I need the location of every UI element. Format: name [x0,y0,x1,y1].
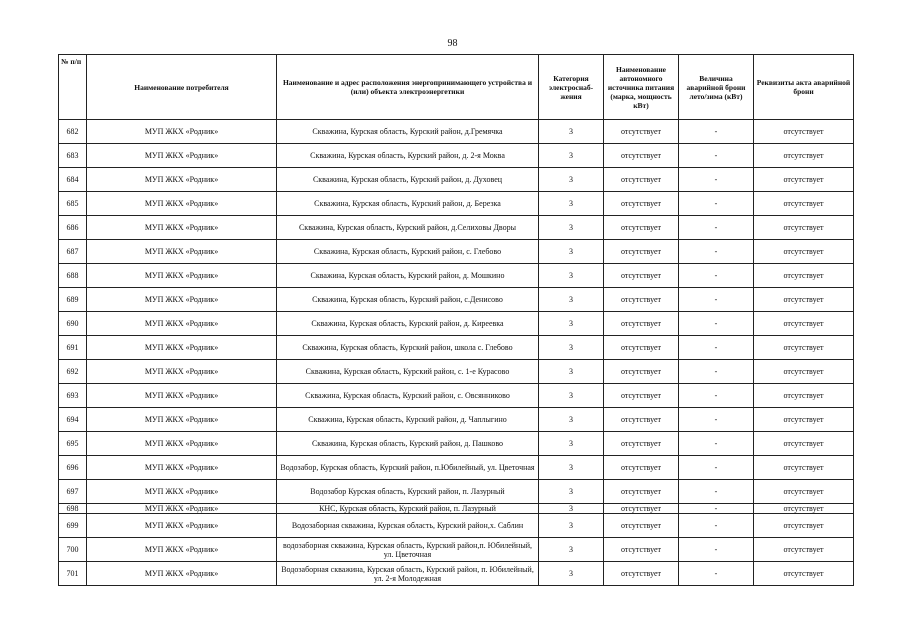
cell-num: 698 [59,504,87,514]
cell-reserve: - [679,168,754,192]
cell-consumer: МУП ЖКХ «Родник» [87,432,277,456]
cell-object: Водозабор, Курская область, Курский район, п.Юбилейный, ул. Цветочная [277,456,539,480]
table-row [59,384,854,408]
cell-object: Водозаборная скважина, Курская область, Курский район,х. Саблин [277,514,539,538]
cell-reserve: - [679,432,754,456]
emergency-reserve-table [58,54,854,586]
header-object: Наименование и адрес расположения энергопринимающего устройства и (или) объекта электроэнергетики [277,55,539,120]
cell-category: 3 [539,336,604,360]
cell-consumer: МУП ЖКХ «Родник» [87,336,277,360]
header-category: Категория электроснаб-жения [539,55,604,120]
table-row [59,288,854,312]
table-row [59,514,854,538]
cell-source: отсутствует [604,144,679,168]
cell-source: отсутствует [604,192,679,216]
cell-reserve: - [679,336,754,360]
table-row [59,562,854,586]
cell-reserve: - [679,192,754,216]
cell-object: Скважина, Курская область, Курский район, д. Чаплыгино [277,408,539,432]
cell-act: отсутствует [754,168,854,192]
table-row [59,538,854,562]
page-number: 98 [447,38,458,49]
cell-consumer: МУП ЖКХ «Родник» [87,384,277,408]
cell-act: отсутствует [754,240,854,264]
cell-reserve: - [679,504,754,514]
cell-object: КНС, Курская область, Курский район, п. Лазурный [277,504,539,514]
cell-category: 3 [539,514,604,538]
cell-act: отсутствует [754,384,854,408]
cell-consumer: МУП ЖКХ «Родник» [87,504,277,514]
cell-reserve: - [679,144,754,168]
table-row [59,480,854,504]
cell-category: 3 [539,562,604,586]
cell-source: отсутствует [604,288,679,312]
header-reserve: Величина аварийной брони лето/зима (кВт) [679,55,754,120]
header-num: № п/п [59,55,87,120]
cell-consumer: МУП ЖКХ «Родник» [87,120,277,144]
cell-act: отсутствует [754,312,854,336]
table-row [59,240,854,264]
cell-category: 3 [539,538,604,562]
cell-act: отсутствует [754,360,854,384]
cell-source: отсутствует [604,312,679,336]
cell-consumer: МУП ЖКХ «Родник» [87,562,277,586]
cell-num: 692 [59,360,87,384]
cell-object: Водозабор Курская область, Курский район, п. Лазурный [277,480,539,504]
cell-consumer: МУП ЖКХ «Родник» [87,538,277,562]
cell-category: 3 [539,312,604,336]
cell-consumer: МУП ЖКХ «Родник» [87,264,277,288]
cell-act: отсутствует [754,504,854,514]
cell-consumer: МУП ЖКХ «Родник» [87,408,277,432]
cell-reserve: - [679,216,754,240]
cell-reserve: - [679,120,754,144]
table-row [59,456,854,480]
cell-source: отсутствует [604,480,679,504]
table-row [59,144,854,168]
table-row [59,360,854,384]
table-row [59,216,854,240]
cell-act: отсутствует [754,144,854,168]
cell-reserve: - [679,456,754,480]
cell-object: Скважина, Курская область, Курский район, д. 2-я Моква [277,144,539,168]
cell-object: Скважина, Курская область, Курский район, д.Селиховы Дворы [277,216,539,240]
cell-num: 701 [59,562,87,586]
cell-consumer: МУП ЖКХ «Родник» [87,360,277,384]
cell-num: 685 [59,192,87,216]
cell-reserve: - [679,480,754,504]
cell-reserve: - [679,312,754,336]
cell-source: отсутствует [604,456,679,480]
cell-num: 695 [59,432,87,456]
cell-consumer: МУП ЖКХ «Родник» [87,288,277,312]
table-row [59,336,854,360]
cell-act: отсутствует [754,480,854,504]
cell-num: 696 [59,456,87,480]
cell-num: 686 [59,216,87,240]
cell-reserve: - [679,408,754,432]
cell-act: отсутствует [754,538,854,562]
cell-act: отсутствует [754,264,854,288]
cell-num: 700 [59,538,87,562]
cell-object: Скважина, Курская область, Курский район, д. Березка [277,192,539,216]
cell-consumer: МУП ЖКХ «Родник» [87,312,277,336]
cell-object: Скважина, Курская область, Курский район, школа с. Глебово [277,336,539,360]
cell-consumer: МУП ЖКХ «Родник» [87,216,277,240]
cell-num: 687 [59,240,87,264]
cell-source: отсутствует [604,240,679,264]
cell-category: 3 [539,192,604,216]
cell-reserve: - [679,562,754,586]
cell-source: отсутствует [604,408,679,432]
table-row [59,408,854,432]
cell-act: отсутствует [754,120,854,144]
cell-act: отсутствует [754,514,854,538]
cell-reserve: - [679,538,754,562]
cell-object: Скважина, Курская область, Курский район, с. Глебово [277,240,539,264]
cell-object: Скважина, Курская область, Курский район, д. Пашково [277,432,539,456]
cell-num: 694 [59,408,87,432]
cell-category: 3 [539,504,604,514]
cell-act: отсутствует [754,288,854,312]
cell-category: 3 [539,264,604,288]
cell-object: Скважина, Курская область, Курский район, д.Гремячка [277,120,539,144]
cell-act: отсутствует [754,432,854,456]
cell-object: Водозаборная скважина, Курская область, Курский район, п. Юбилейный, ул. 2-я Молодежная [277,562,539,586]
cell-category: 3 [539,384,604,408]
cell-consumer: МУП ЖКХ «Родник» [87,480,277,504]
cell-reserve: - [679,360,754,384]
cell-consumer: МУП ЖКХ «Родник» [87,144,277,168]
cell-num: 691 [59,336,87,360]
table-row [59,504,854,514]
cell-source: отсутствует [604,120,679,144]
cell-act: отсутствует [754,192,854,216]
cell-source: отсутствует [604,168,679,192]
cell-consumer: МУП ЖКХ «Родник» [87,192,277,216]
table-row [59,192,854,216]
cell-category: 3 [539,216,604,240]
cell-reserve: - [679,384,754,408]
cell-source: отсутствует [604,432,679,456]
cell-num: 693 [59,384,87,408]
cell-object: Скважина, Курская область, Курский район, д. Киреевка [277,312,539,336]
cell-category: 3 [539,480,604,504]
cell-num: 689 [59,288,87,312]
cell-object: Скважина, Курская область, Курский район, с. Овсянниково [277,384,539,408]
cell-source: отсутствует [604,562,679,586]
cell-category: 3 [539,120,604,144]
cell-reserve: - [679,240,754,264]
cell-source: отсутствует [604,504,679,514]
cell-source: отсутствует [604,216,679,240]
cell-object: Скважина, Курская область, Курский район, д. Духовец [277,168,539,192]
cell-num: 683 [59,144,87,168]
cell-category: 3 [539,240,604,264]
cell-category: 3 [539,168,604,192]
cell-source: отсутствует [604,538,679,562]
cell-reserve: - [679,514,754,538]
cell-reserve: - [679,264,754,288]
cell-category: 3 [539,456,604,480]
header-act: Реквизиты акта аварийной брони [754,55,854,120]
cell-category: 3 [539,144,604,168]
header-consumer: Наименование потребителя [87,55,277,120]
cell-consumer: МУП ЖКХ «Родник» [87,240,277,264]
cell-num: 684 [59,168,87,192]
cell-source: отсутствует [604,514,679,538]
cell-act: отсутствует [754,336,854,360]
cell-object: Скважина, Курская область, Курский район, с.Денисово [277,288,539,312]
cell-category: 3 [539,432,604,456]
cell-object: Скважина, Курская область, Курский район, д. Мошкино [277,264,539,288]
cell-object: Скважина, Курская область, Курский район, с. 1-е Курасово [277,360,539,384]
cell-category: 3 [539,288,604,312]
cell-consumer: МУП ЖКХ «Родник» [87,168,277,192]
table-row [59,120,854,144]
cell-reserve: - [679,288,754,312]
header-source: Наименование автономного источника питания (марка, мощность кВт) [604,55,679,120]
table-row [59,264,854,288]
cell-act: отсутствует [754,456,854,480]
cell-source: отсутствует [604,336,679,360]
cell-category: 3 [539,408,604,432]
cell-source: отсутствует [604,264,679,288]
cell-source: отсутствует [604,384,679,408]
table-row [59,312,854,336]
cell-num: 699 [59,514,87,538]
table-row [59,168,854,192]
cell-num: 682 [59,120,87,144]
cell-object: водозаборная скважина, Курская область, Курский район,п. Юбилейный, ул. Цветочная [277,538,539,562]
table-header-row [59,55,854,120]
cell-category: 3 [539,360,604,384]
cell-consumer: МУП ЖКХ «Родник» [87,514,277,538]
cell-consumer: МУП ЖКХ «Родник» [87,456,277,480]
cell-act: отсутствует [754,216,854,240]
cell-num: 697 [59,480,87,504]
table-row [59,432,854,456]
cell-num: 688 [59,264,87,288]
cell-num: 690 [59,312,87,336]
cell-act: отсутствует [754,562,854,586]
cell-act: отсутствует [754,408,854,432]
cell-source: отсутствует [604,360,679,384]
